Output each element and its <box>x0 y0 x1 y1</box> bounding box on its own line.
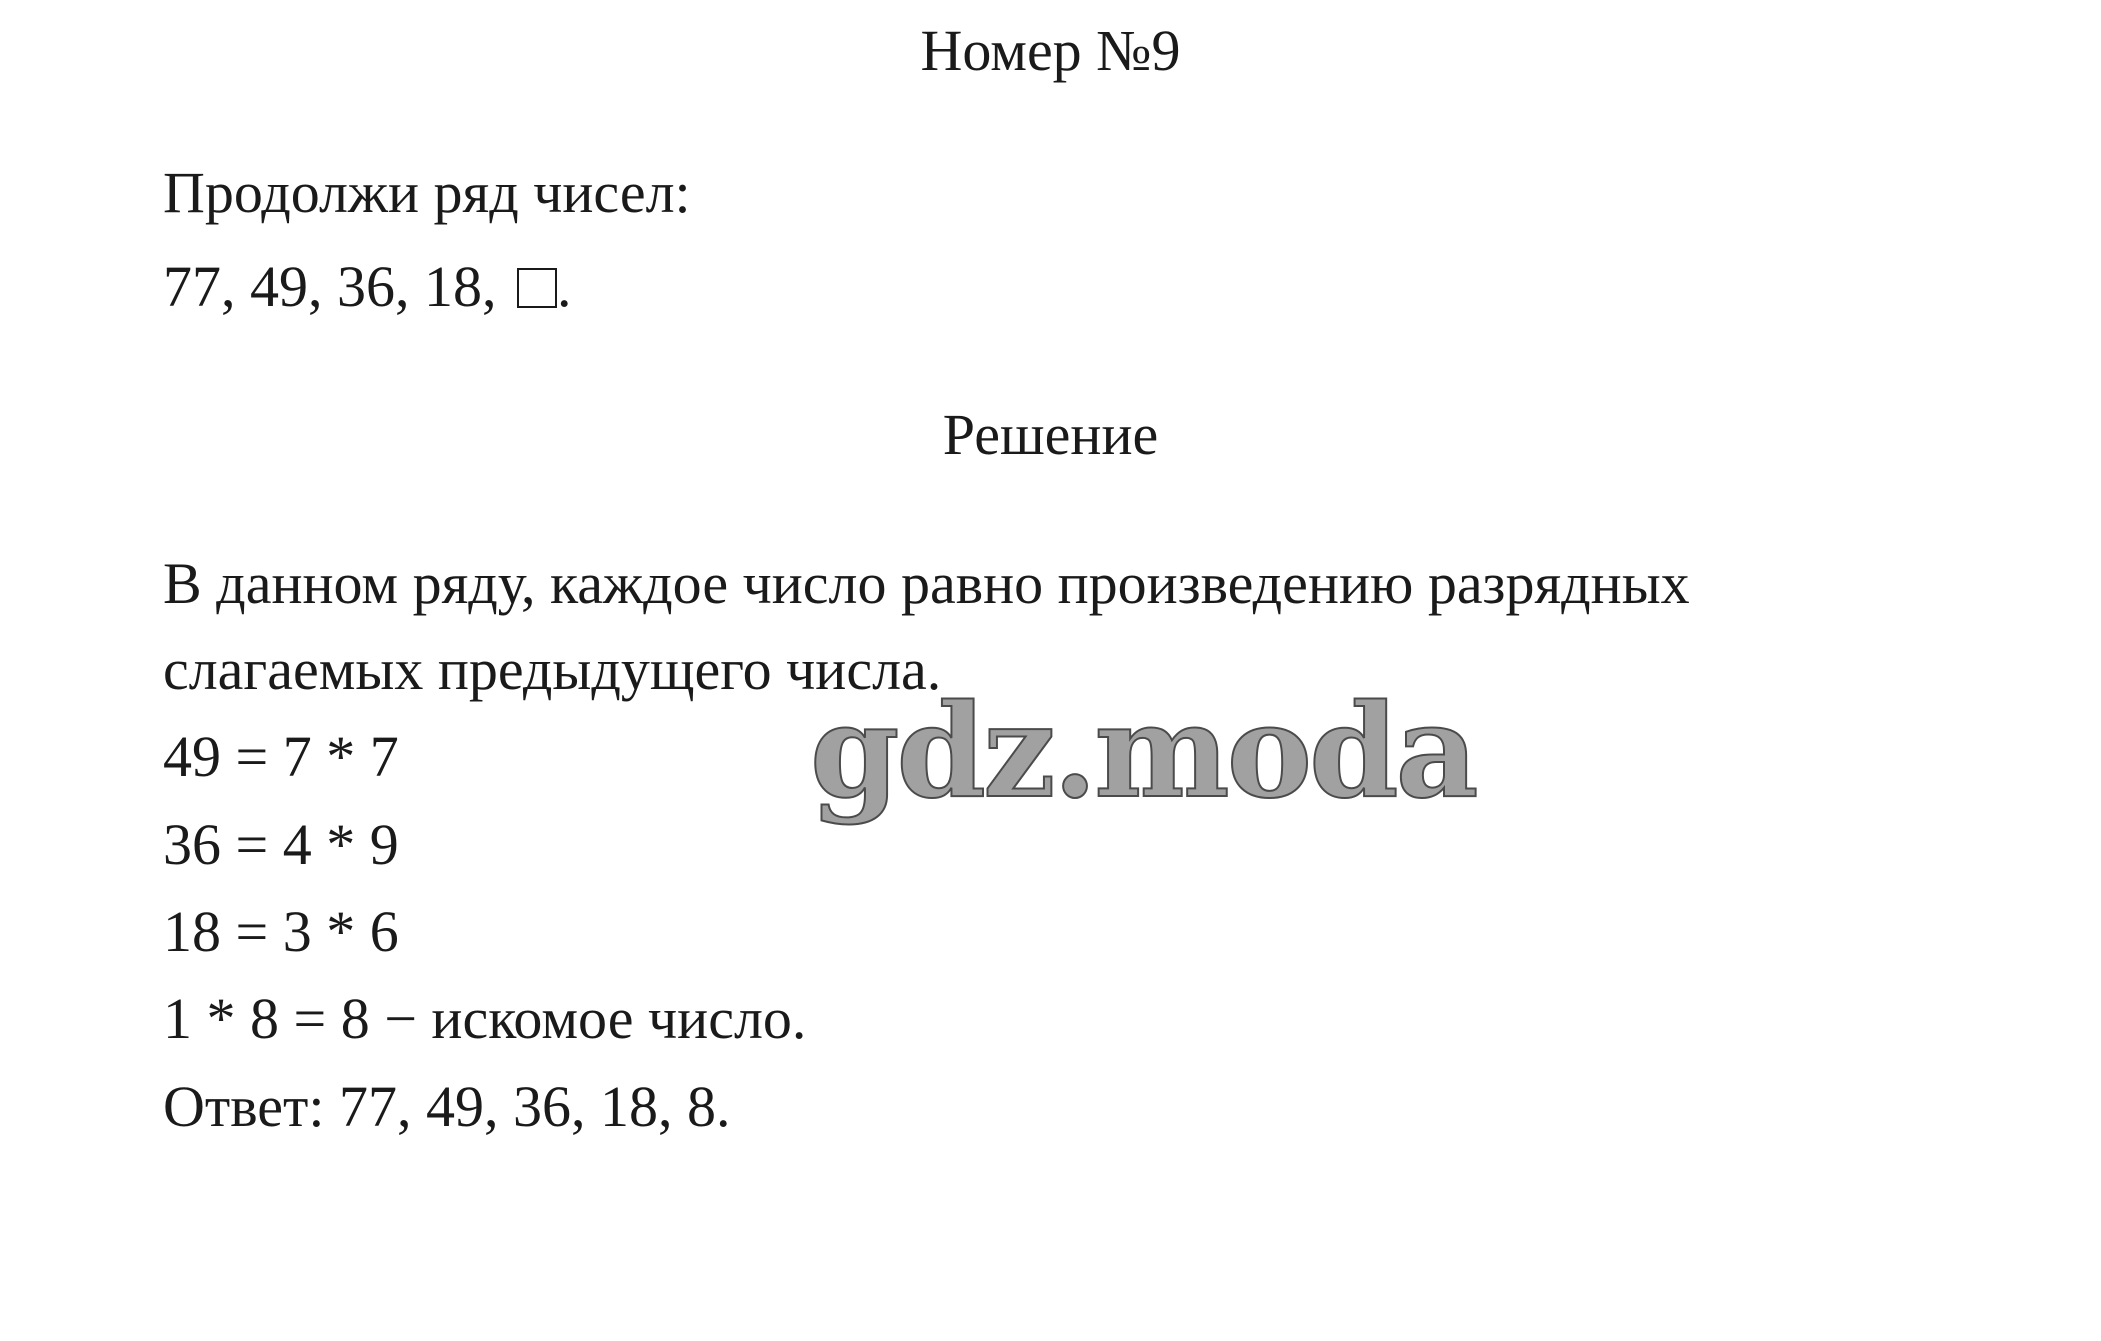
task-sequence-row <box>163 254 572 319</box>
task-prompt: Продолжи ряд чисел: <box>163 160 691 225</box>
explanation-line-1: В данном ряду, каждое число равно произведению разрядных <box>163 551 1690 616</box>
solution-step: 36 = 4 * 9 <box>163 812 399 877</box>
solution-heading: Решение <box>942 402 1159 467</box>
explanation-line-2: слагаемых предыдущего числа. <box>163 637 942 702</box>
solution-step: 1 * 8 = 8 − искомое число. <box>163 986 807 1051</box>
solution-step: 18 = 3 * 6 <box>163 899 399 964</box>
empty-answer-box <box>517 268 557 308</box>
watermark-text: gdz.moda <box>810 677 1476 827</box>
solution-step: 49 = 7 * 7 <box>163 724 399 789</box>
final-answer: Ответ: 77, 49, 36, 18, 8. <box>163 1074 731 1139</box>
watermark-graphic <box>810 677 1476 838</box>
page-title: Номер №9 <box>920 18 1181 83</box>
sequence-period: . <box>557 254 572 319</box>
task-sequence: 77, 49, 36, 18, <box>163 254 497 319</box>
watermark-logo <box>810 677 1476 838</box>
